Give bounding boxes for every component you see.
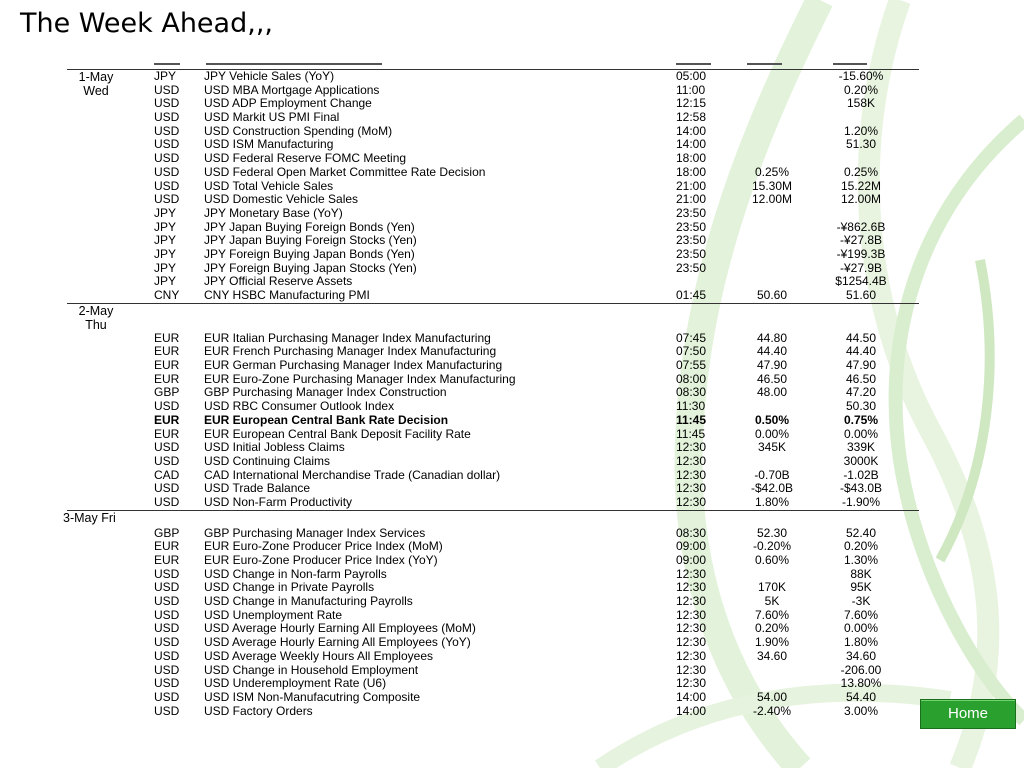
previous-cell (812, 152, 910, 166)
currency-cell: USD (154, 137, 180, 152)
table-row (67, 705, 919, 719)
event-cell: USD Change in Non-farm Payrolls (204, 566, 387, 581)
event-cell: USD ADP Employment Change (204, 96, 372, 111)
time-cell: 07:55 (676, 358, 707, 373)
table-row (67, 221, 919, 235)
table-row (67, 386, 919, 400)
time-cell: 12:30 (676, 662, 707, 677)
previous-cell: 46.50 (845, 371, 877, 386)
previous-cell: 339K (846, 440, 876, 455)
previous-cell: 52.40 (845, 525, 877, 540)
table-row (67, 677, 919, 691)
currency-cell: JPY (154, 205, 177, 220)
previous-cell: $1254.4B (835, 274, 887, 289)
time-cell: 05:00 (676, 69, 707, 83)
forecast-cell (732, 207, 812, 221)
time-cell: 12:15 (676, 96, 707, 111)
table-row (67, 455, 919, 469)
day-label: 1-May Wed (78, 70, 114, 98)
event-cell: USD RBC Consumer Outlook Index (204, 399, 395, 414)
event-cell: USD Factory Orders (204, 703, 313, 718)
forecast-cell: 7.60% (754, 607, 790, 622)
currency-cell: USD (154, 703, 180, 718)
table-row (67, 441, 919, 455)
event-cell: JPY Official Reserve Assets (204, 274, 353, 289)
currency-cell: USD (154, 648, 180, 663)
time-cell: 12:58 (676, 110, 707, 125)
previous-cell: -¥862.6B (836, 219, 886, 234)
previous-cell: 1.80% (843, 635, 879, 650)
time-cell: 14:00 (676, 689, 707, 704)
clipped-top-row (67, 60, 919, 69)
previous-cell: -15.60% (838, 69, 884, 83)
forecast-cell: -$42.0B (750, 481, 794, 496)
table-row (67, 166, 919, 180)
time-cell: 11:00 (676, 82, 706, 97)
event-cell: USD Construction Spending (MoM) (204, 123, 393, 138)
currency-cell: JPY (154, 274, 177, 289)
table-row (67, 248, 919, 262)
previous-cell (812, 207, 910, 221)
time-cell: 11:45 (676, 412, 707, 427)
table-row (67, 650, 919, 664)
previous-cell: -¥27.9B (839, 260, 883, 275)
currency-cell: JPY (154, 260, 177, 275)
event-cell: EUR Euro-Zone Producer Price Index (YoY) (204, 553, 438, 567)
forecast-cell (732, 70, 812, 84)
event-cell: JPY Japan Buying Foreign Stocks (Yen) (204, 233, 417, 248)
currency-cell: USD (154, 662, 180, 677)
time-cell: 14:00 (676, 137, 707, 152)
previous-cell: 0.25% (843, 164, 879, 179)
time-cell: 12:30 (676, 481, 707, 496)
table-row (67, 581, 919, 595)
table-row (67, 622, 919, 636)
previous-cell: 88K (850, 566, 872, 581)
previous-cell: 0.20% (843, 82, 879, 97)
currency-cell: USD (154, 178, 180, 193)
previous-cell: 1.20% (843, 123, 879, 138)
time-cell: 21:00 (676, 192, 707, 207)
previous-cell: 47.20 (845, 385, 877, 400)
previous-cell: 47.90 (845, 358, 877, 373)
currency-cell: EUR (154, 330, 180, 345)
forecast-cell: 54.00 (756, 689, 788, 704)
forecast-cell: 48.00 (756, 385, 788, 400)
forecast-cell: 15.30M (751, 178, 793, 193)
previous-cell: -¥27.8B (839, 233, 883, 248)
event-cell: USD Federal Reserve FOMC Meeting (204, 151, 407, 166)
event-cell: EUR Italian Purchasing Manager Index Manufacturing (204, 330, 491, 345)
currency-cell: JPY (154, 233, 177, 248)
time-cell: 09:00 (676, 553, 707, 567)
table-row (67, 540, 919, 554)
previous-cell: -$43.0B (839, 481, 883, 496)
time-cell: 07:45 (676, 330, 707, 345)
previous-cell: 0.20% (843, 539, 879, 554)
time-cell: 11:45 (676, 426, 706, 441)
currency-cell: USD (154, 580, 180, 595)
time-cell: 12:30 (676, 440, 707, 455)
forecast-cell: 52.30 (756, 525, 788, 540)
currency-cell: EUR (154, 358, 180, 373)
forecast-cell (732, 262, 812, 276)
forecast-cell (732, 234, 812, 248)
event-cell: EUR French Purchasing Manager Index Manufacturing (204, 344, 497, 359)
previous-cell: 3000K (843, 453, 879, 468)
previous-cell: -206.00 (840, 662, 882, 677)
event-cell: USD Non-Farm Productivity (204, 494, 353, 509)
forecast-cell: 0.60% (754, 553, 790, 567)
previous-cell: 3.00% (843, 703, 879, 718)
time-cell: 01:45 (676, 288, 707, 302)
currency-cell: USD (154, 192, 180, 207)
event-cell: USD Domestic Vehicle Sales (204, 192, 359, 207)
table-row (67, 70, 919, 84)
forecast-cell: 170K (757, 580, 787, 595)
forecast-cell (732, 84, 812, 98)
event-cell: USD Change in Manufacturing Payrolls (204, 594, 413, 609)
table-row (67, 609, 919, 623)
event-cell: EUR European Central Bank Deposit Facility Rate (204, 426, 471, 441)
table-row (67, 469, 919, 483)
forecast-cell: -0.70B (754, 467, 790, 482)
event-cell: USD Underemployment Rate (U6) (204, 676, 387, 691)
time-cell: 11:30 (676, 399, 706, 414)
event-cell: JPY Foreign Buying Japan Bonds (Yen) (204, 246, 415, 261)
time-cell: 12:30 (676, 621, 707, 636)
forecast-cell (732, 400, 812, 414)
home-button[interactable]: Home (920, 699, 1016, 729)
currency-cell: USD (154, 566, 180, 581)
currency-cell: EUR (154, 344, 180, 359)
currency-cell: CNY (154, 288, 180, 302)
time-cell: 23:50 (676, 233, 707, 248)
currency-cell: USD (154, 607, 180, 622)
time-cell: 12:30 (676, 607, 707, 622)
table-row (67, 496, 919, 510)
currency-cell: USD (154, 635, 180, 650)
currency-cell: USD (154, 494, 180, 509)
time-cell: 12:30 (676, 566, 707, 581)
previous-cell: 54.40 (845, 689, 877, 704)
forecast-cell: 5K (764, 594, 780, 609)
table-row (67, 482, 919, 496)
currency-cell: USD (154, 440, 180, 455)
previous-cell: 50.30 (845, 399, 877, 414)
currency-cell: JPY (154, 69, 177, 83)
time-cell: 23:50 (676, 205, 707, 220)
forecast-cell (732, 152, 812, 166)
economic-calendar-table (63, 60, 919, 718)
table-row (67, 373, 919, 387)
currency-cell: EUR (154, 412, 180, 427)
event-cell: USD MBA Mortgage Applications (204, 82, 380, 97)
forecast-cell: 1.90% (754, 635, 790, 650)
previous-cell: -1.90% (841, 494, 881, 509)
currency-cell: USD (154, 399, 180, 414)
currency-cell: USD (154, 453, 180, 468)
day-label: 2-May Thu (78, 303, 114, 332)
currency-cell: USD (154, 96, 180, 111)
time-cell: 23:50 (676, 260, 707, 275)
currency-cell: JPY (154, 219, 177, 234)
previous-cell: -¥199.3B (836, 246, 886, 261)
forecast-cell: -0.20% (752, 539, 792, 554)
table-row (67, 180, 919, 194)
currency-cell: EUR (154, 371, 180, 386)
event-cell: USD Average Weekly Hours All Employees (204, 648, 433, 663)
forecast-cell (732, 568, 812, 582)
forecast-cell: 0.00% (754, 426, 790, 441)
event-cell: JPY Vehicle Sales (YoY) (204, 69, 335, 83)
forecast-cell (732, 221, 812, 235)
time-cell: 12:30 (676, 494, 707, 509)
table-row (67, 275, 919, 289)
table-row (67, 345, 919, 359)
forecast-cell (732, 455, 812, 469)
previous-cell: 12.00M (840, 192, 882, 207)
time-cell: 23:50 (676, 246, 707, 261)
event-cell: JPY Monetary Base (YoY) (204, 205, 343, 220)
time-cell: 12:30 (676, 635, 707, 650)
time-cell: 12:30 (676, 580, 707, 595)
event-cell: JPY Japan Buying Foreign Bonds (Yen) (204, 219, 415, 234)
forecast-cell: 44.80 (756, 330, 788, 345)
event-cell: JPY Foreign Buying Japan Stocks (Yen) (204, 260, 417, 275)
page-title: The Week Ahead,,, (20, 8, 273, 39)
table-row (67, 664, 919, 678)
previous-cell: 15.22M (840, 178, 882, 193)
currency-cell: GBP (154, 525, 180, 540)
event-cell: USD Initial Jobless Claims (204, 440, 345, 455)
time-cell: 12:30 (676, 453, 707, 468)
forecast-cell: 0.25% (754, 164, 790, 179)
forecast-cell: 44.40 (756, 344, 788, 359)
table-row (67, 262, 919, 276)
event-cell: EUR Euro-Zone Producer Price Index (MoM) (204, 539, 443, 554)
currency-cell: EUR (154, 426, 180, 441)
forecast-cell: -2.40% (752, 703, 792, 718)
table-row (67, 193, 919, 207)
time-cell: 21:00 (676, 178, 707, 193)
forecast-cell: 34.60 (756, 648, 788, 663)
currency-cell: USD (154, 676, 180, 691)
table-row (67, 691, 919, 705)
time-cell: 08:00 (676, 371, 707, 386)
forecast-cell (732, 664, 812, 678)
table-row (67, 111, 919, 125)
currency-cell: USD (154, 621, 180, 636)
event-cell: CNY HSBC Manufacturing PMI (204, 288, 370, 302)
event-cell: USD ISM Manufacturing (204, 137, 334, 152)
time-cell: 18:00 (676, 151, 707, 166)
time-cell: 12:30 (676, 594, 707, 609)
time-cell: 08:30 (676, 385, 707, 400)
time-cell: 14:00 (676, 123, 707, 138)
event-cell: USD Total Vehicle Sales (204, 178, 334, 193)
table-row (67, 636, 919, 650)
time-cell: 12:30 (676, 648, 707, 663)
event-cell: EUR German Purchasing Manager Index Manufacturing (204, 358, 503, 373)
table-row (67, 332, 919, 346)
event-cell: GBP Purchasing Manager Index Construction (204, 385, 447, 400)
table-row (67, 527, 919, 541)
currency-cell: JPY (154, 246, 177, 261)
currency-cell: USD (154, 110, 180, 125)
currency-cell: GBP (154, 385, 180, 400)
currency-cell: CAD (154, 467, 180, 482)
event-cell: USD Change in Private Payrolls (204, 580, 375, 595)
previous-cell: 13.80% (840, 676, 882, 691)
currency-cell: USD (154, 82, 180, 97)
event-cell: USD Trade Balance (204, 481, 311, 496)
previous-cell: -1.02B (843, 467, 879, 482)
forecast-cell: 12.00M (751, 192, 793, 207)
table-row (67, 97, 919, 111)
forecast-cell: 46.50 (756, 371, 788, 386)
event-cell: GBP Purchasing Manager Index Services (204, 525, 426, 540)
time-cell: 18:00 (676, 164, 707, 179)
event-cell: USD ISM Non-Manufacutring Composite (204, 689, 421, 704)
event-cell: USD Markit US PMI Final (204, 110, 340, 125)
table-row (67, 138, 919, 152)
table-row (67, 428, 919, 442)
time-cell: 07:50 (676, 344, 707, 359)
previous-cell: 44.50 (845, 330, 877, 345)
table-row (67, 568, 919, 582)
event-cell: USD Continuing Claims (204, 453, 331, 468)
previous-cell: 0.00% (843, 426, 879, 441)
table-row (67, 400, 919, 414)
event-cell: USD Change in Household Employment (204, 662, 419, 677)
forecast-cell (732, 248, 812, 262)
previous-cell: 0.00% (843, 621, 879, 636)
day-section (63, 510, 919, 719)
day-section (67, 303, 919, 510)
currency-cell: USD (154, 481, 180, 496)
forecast-cell: 0.20% (754, 621, 790, 636)
previous-cell: 1.30% (843, 553, 879, 567)
previous-cell: 7.60% (843, 607, 879, 622)
table-row (67, 84, 919, 98)
forecast-cell: 47.90 (756, 358, 788, 373)
previous-cell (812, 111, 910, 125)
forecast-cell (732, 111, 812, 125)
previous-cell: 95K (850, 580, 872, 595)
table-row (67, 125, 919, 139)
currency-cell: USD (154, 123, 180, 138)
table-row (67, 234, 919, 248)
forecast-cell (732, 125, 812, 139)
currency-cell: EUR (154, 539, 180, 554)
event-cell: USD Average Hourly Earning All Employees (MoM) (204, 621, 476, 636)
forecast-cell (732, 97, 812, 111)
table-row (67, 207, 919, 221)
currency-cell: EUR (154, 553, 180, 567)
currency-cell: USD (154, 151, 180, 166)
forecast-cell: 0.50% (754, 412, 790, 427)
previous-cell: 34.60 (845, 648, 877, 663)
previous-cell: 51.30 (845, 137, 877, 152)
table-row (67, 414, 919, 428)
table-row (67, 289, 919, 303)
event-cell: CAD International Merchandise Trade (Canadian dollar) (204, 467, 501, 482)
event-cell: USD Unemployment Rate (204, 607, 343, 622)
table-row (67, 152, 919, 166)
previous-cell: -3K (851, 594, 871, 609)
time-cell: 14:00 (676, 703, 707, 718)
time-cell: 12:30 (676, 467, 707, 482)
table-row (67, 359, 919, 373)
previous-cell: 158K (846, 96, 876, 111)
currency-cell: USD (154, 164, 180, 179)
time-cell: 12:30 (676, 676, 707, 691)
previous-cell: 51.60 (845, 288, 877, 302)
forecast-cell (732, 138, 812, 152)
time-cell: 08:30 (676, 525, 707, 540)
table-row (67, 554, 919, 568)
time-cell: 09:00 (676, 539, 707, 554)
currency-cell: USD (154, 594, 180, 609)
previous-cell: 0.75% (843, 412, 879, 427)
currency-cell: USD (154, 689, 180, 704)
forecast-cell: 50.60 (756, 288, 788, 302)
day-label: 3-May Fri (63, 510, 116, 525)
time-cell: 23:50 (676, 219, 707, 234)
event-cell: USD Federal Open Market Committee Rate Decision (204, 164, 486, 179)
event-cell: EUR European Central Bank Rate Decision (204, 412, 449, 427)
forecast-cell (732, 677, 812, 691)
time-cell (676, 275, 732, 289)
forecast-cell: 1.80% (754, 494, 790, 509)
forecast-cell: 345K (757, 440, 787, 455)
previous-cell: 44.40 (845, 344, 877, 359)
event-cell: USD Average Hourly Earning All Employees (YoY) (204, 635, 471, 650)
forecast-cell (732, 275, 812, 289)
table-row (67, 595, 919, 609)
event-cell: EUR Euro-Zone Purchasing Manager Index Manufacturing (204, 371, 516, 386)
day-section (67, 69, 919, 303)
